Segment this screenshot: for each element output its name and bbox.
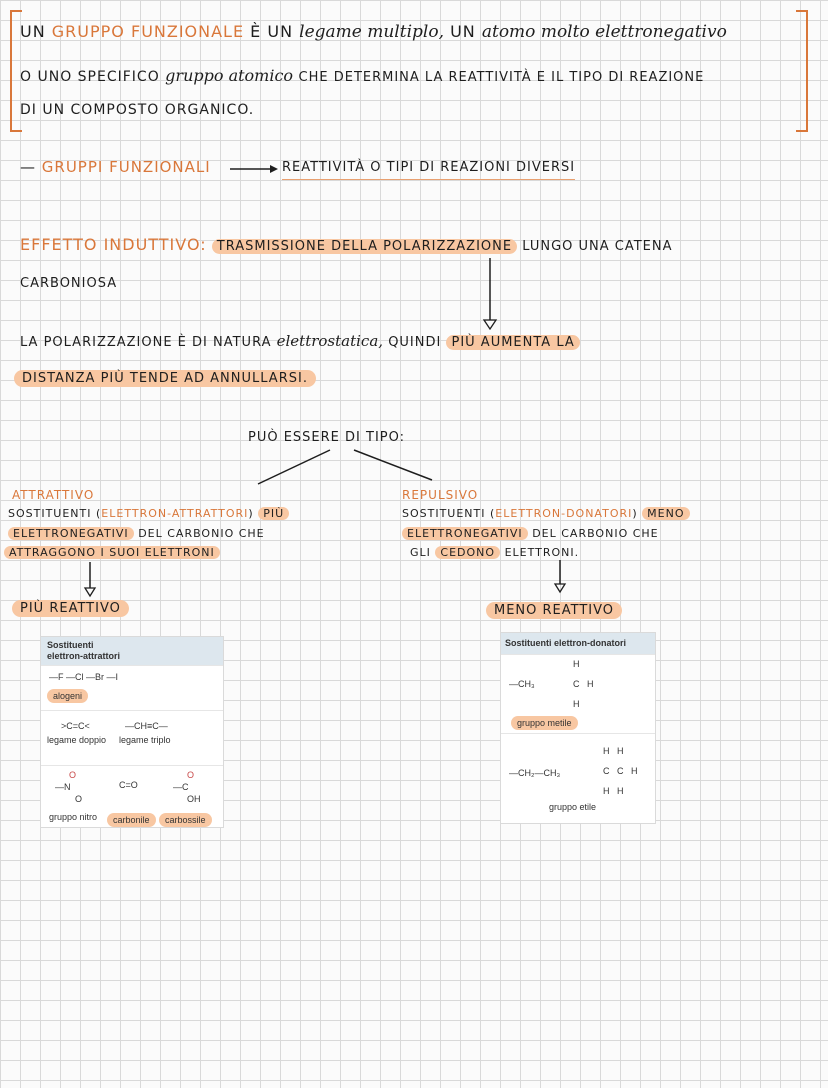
definition-line-3: DI UN COMPOSTO ORGANICO.	[20, 102, 255, 118]
branch-lines	[250, 448, 440, 488]
types-heading: PUÒ ESSERE DI TIPO:	[248, 430, 406, 445]
definition-line-1: UN GRUPPO FUNZIONALE È UN legame multiplo, UN atomo molto elettronegativo	[20, 22, 727, 42]
donors-card	[500, 632, 656, 824]
right-bracket	[796, 10, 808, 132]
arrow-down-icon	[82, 562, 98, 598]
carboxyl-label: carbossile	[159, 813, 212, 827]
repulsive-result: MENO REATTIVO	[486, 603, 622, 618]
attractive-line-2: ELETTRONEGATIVI DEL CARBONIO CHE	[8, 527, 265, 540]
carbonyl-label: carbonile	[107, 813, 156, 827]
triple-bond-label: legame triplo	[119, 735, 171, 745]
ethyl-row: —CH₂—CH₃ H H C C H H H gruppo etile	[501, 733, 655, 824]
attractive-title: ATTRATTIVO	[12, 488, 95, 502]
groups-result: REATTIVITÀ O TIPI DI REAZIONI DIVERSI	[282, 160, 575, 180]
attractors-card	[40, 636, 224, 828]
attractors-card-header: Sostituenti elettron-attrattori	[41, 637, 223, 665]
methyl-label: gruppo metile	[511, 716, 578, 730]
attractive-line-3: ATTRAGGONO I SUOI ELETTRONI	[4, 546, 220, 559]
repulsive-line-1: SOSTITUENTI (ELETTRON-DONATORI) MENO	[402, 507, 690, 520]
halogens-label: alogeni	[47, 689, 88, 703]
double-bond-label: legame doppio	[47, 735, 107, 745]
arrow-down-icon	[480, 258, 500, 330]
definition-line-2: O UNO SPECIFICO gruppo atomico CHE DETERMINA LA REATTIVITÀ E IL TIPO DI REAZIONE	[20, 66, 705, 85]
nitro-label: gruppo nitro	[49, 812, 98, 822]
repulsive-line-3: GLI CEDONO ELETTRONI.	[410, 546, 580, 559]
inductive-line-3: LA POLARIZZAZIONE È DI NATURA elettrostatica, QUINDI PIÙ AUMENTA LA	[20, 332, 580, 350]
inductive-line-2: CARBONIOSA	[20, 276, 118, 291]
repulsive-title: REPULSIVO	[402, 488, 479, 502]
groups-row: O —N O C=O O —C OH gruppo nitro carbonile carbossile	[41, 765, 223, 830]
attractive-line-1: SOSTITUENTI (ELETTRON-ATTRATTORI) PIÙ	[8, 507, 289, 520]
arrow-right-icon	[230, 162, 280, 176]
halogens-row: —F —Cl —Br —I alogeni	[41, 665, 223, 710]
bonds-row: >C=C< legame doppio —CH≡C— legame triplo	[41, 710, 223, 765]
groups-line: — GRUPPI FUNZIONALI	[20, 158, 211, 176]
inductive-line-4: DISTANZA PIÙ TENDE AD ANNULLARSI.	[14, 371, 316, 386]
ethyl-label: gruppo etile	[549, 802, 597, 812]
inductive-line-1: EFFETTO INDUTTIVO: TRASMISSIONE DELLA POLARIZZAZIONE LUNGO UNA CATENA	[20, 235, 673, 254]
arrow-down-icon	[552, 560, 568, 596]
attractive-result: PIÙ REATTIVO	[12, 601, 129, 616]
donors-card-header: Sostituenti elettron-donatori	[501, 633, 655, 654]
methyl-row: —CH₃ H C H H gruppo metile	[501, 654, 655, 733]
repulsive-line-2: ELETTRONEGATIVI DEL CARBONIO CHE	[402, 527, 659, 540]
